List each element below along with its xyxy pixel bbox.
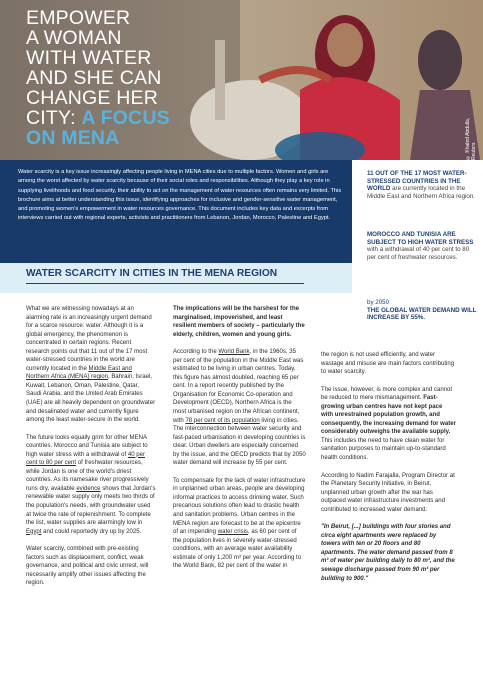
- fact-3: [367, 299, 477, 322]
- title-accent: ON MENA: [26, 127, 120, 149]
- emphasis-text: Fast-growing urban centres have not kept pace with unrestrained population growth, and consequently, the increasing demand for water considerably outweighs the available supply.: [321, 395, 456, 436]
- emphasis-text: The implications will be the harshest for the marginalised, impoverished, and least resilient members of society – particularly the elderly, children, women and young girls.: [173, 306, 305, 338]
- text-run: and could reportedly dry up by 2025.: [41, 528, 142, 535]
- fact-1: [367, 170, 477, 200]
- egypt-link[interactable]: Egypt: [26, 528, 42, 535]
- text-run: The issue, however, is more complex and cannot be reduced to mere mismanagement.: [321, 386, 453, 402]
- text-run: The future looks equally grim for other MENA countries. Morocco and Tunisia are subject to high water stress with a withdrawal of: [26, 434, 148, 458]
- withdrawal-link[interactable]: 40 per cent to 80 per cent: [26, 451, 145, 467]
- title-line: A WOMAN: [26, 27, 122, 49]
- intro-text: Water scarcity is a key issue increasingly affecting people living in MENA cities due to multiple factors. Women and girls are among the worst affected by water scarcity because of their social roles and responsibilities. Although they play a key role in supplying livelihoods and food security, their ability to act on the management of water resources often remains very limited. This brochure aims at better understanding this issue, identifying approaches for inclusive and gender-sensitive water management, and promoting women's empowerment in water resources governance. This document includes key data and excerpts from interviews carried out with regional experts, activists and practitioners from Lebanon, Jordan, Morocco, Palestine and Egypt.: [18, 169, 342, 222]
- paragraph: [26, 305, 156, 425]
- text-run: According to the: [173, 349, 219, 356]
- title-line: EMPOWER: [26, 7, 131, 29]
- evidence-link[interactable]: evidence: [76, 485, 101, 492]
- paragraph: [321, 386, 456, 463]
- text-run: This includes the need to have clean water for sanitation purposes to maintain up-to-standard health conditions.: [321, 437, 446, 462]
- body-column-2: [173, 305, 306, 580]
- text-run: , as 60 per cent of the population lives in severely water-stressed conditions, with an average water availability estimate of only 1,200 m³ per year. According to the World Bank, 82 per cent of the water in: [173, 529, 302, 570]
- paragraph: [26, 434, 156, 537]
- section-title: WATER SCARCITY IN CITIES IN THE MENA REGION: [26, 268, 278, 279]
- fact-2-text: with a withdrawal of 40 per cent to 80 per cent of freshwater resources.: [367, 246, 470, 261]
- photo-credit: © Khaled Abdulla, Reuters: [465, 117, 477, 160]
- fact-1-highlight: 11 OUT OF THE 17 MOST WATER-STRESSED COUNTRIES IN THE WORLD: [367, 170, 467, 193]
- fact-3-text: by 2050: [367, 299, 390, 306]
- mena-link[interactable]: Middle East and Northern Africa (MENA) region: [26, 365, 132, 381]
- intro-box: [0, 160, 352, 263]
- page-title: [26, 8, 226, 148]
- title-line: CITY:: [26, 107, 76, 129]
- paragraph: [173, 348, 306, 468]
- text-run: living in cities. The interconnection between water security and fast-paced urbanisation in developing countries is clear. Urban dwellers are especially concerned by the issue, and the OECD predicts that by 2050 water demand will increase by 55 per cent.: [173, 417, 306, 467]
- title-accent: A FOCUS: [81, 107, 170, 129]
- body-column-1: [26, 305, 156, 597]
- fact-3-highlight: THE GLOBAL WATER DEMAND WILL INCREASE BY 55%.: [367, 306, 477, 322]
- title-line: AND SHE CAN: [26, 67, 162, 89]
- body-column-3: [321, 351, 456, 592]
- text-run: of freshwater resources, while Jordan is one of the world's driest countries. As its namesake river progressively runs dry, available: [26, 460, 149, 492]
- title-line: CHANGE HER: [26, 87, 159, 109]
- water-crisis-link[interactable]: water crisis: [217, 529, 248, 536]
- text-run: What we are witnessing nowadays at an alarming rate is an increasingly urgent demand for a scarce resource: water. Although it is a global emergency, the phenomenon is concentrated in certain regions. Recent research points out that 11 out of the 17 most water-stressed countries in the world are currently located in the: [26, 306, 152, 372]
- paragraph: According to Nadim Farajalla, Program Director at the Planetary Security Initiative, in Beirut, unplanned urban growth after the war has outpaced water infrastructure investments and contributed to increased water demand:: [321, 472, 455, 513]
- quote: "In Beirut, [...] buildings with four stories and circa eight apartments were replaced by towers with ten or 20 floors and 80 apartments. The water demand passed from 8 m³ of water per building daily to 80 m³, and the sewage discharge passed from 90 m³ per building to 900.": [321, 524, 455, 582]
- section-divider: [26, 283, 304, 284]
- world-bank-link[interactable]: World Bank: [218, 349, 250, 356]
- text-run: shows that Jordan's renewable water supply only meets two thirds of the population's needs, with groundwater used at twice the rate of replenishment. To complete the list, water supplies are alarmingly low in: [26, 485, 156, 527]
- text-run: To compensate for the lack of water infrastructure in unplanned urban areas, people are developing informal practices to access drinking water. Such precarious solutions often lead to drastic health and sanitation problems. Urban centres in the MENA region are forecast to be at the epicentre of an impending: [173, 477, 306, 536]
- text-run: , Bahrain, Israel, Kuwait, Lebanon, Oman, Palestine, Qatar, Saudi Arabia, and the United Arab Emirates (UAE) are all heavily dependent on groundwater and desalinated water and currently figure among the least water-secure in the world.: [26, 374, 156, 424]
- paragraph: the region is not used efficiently, and water wastage and misuse are main factors contributing to water scarcity.: [321, 352, 455, 376]
- text-run: , in the 1960s, 35 per cent of the population in the Middle East was estimated to be living in urban centres. Today, this figure has almost doubled, reaching 65 per cent. In a report recently published by the Organisation for Economic Co-operation and Development (OECD), Northern Africa is the most urbanised region on the African continent, with: [173, 349, 304, 424]
- fact-2: [367, 231, 477, 261]
- paragraph: Water scarcity, combined with pre-existing factors such as displacement, conflict, weak governance, and political and civic unrest, will necessarily amplify other issues affecting the region.: [26, 546, 149, 587]
- section-header: [0, 263, 352, 293]
- title-line: WITH WATER: [26, 47, 152, 69]
- fact-1-text: are currently located in the Middle East and Northern Africa region.: [367, 185, 475, 200]
- paragraph: [173, 305, 306, 339]
- fact-2-highlight: MOROCCO AND TUNISIA ARE SUBJECT TO HIGH WATER STRESS: [367, 231, 474, 246]
- population-link[interactable]: 78 per cent of its population: [185, 417, 260, 424]
- hero-banner: [0, 0, 483, 160]
- paragraph: [173, 477, 306, 571]
